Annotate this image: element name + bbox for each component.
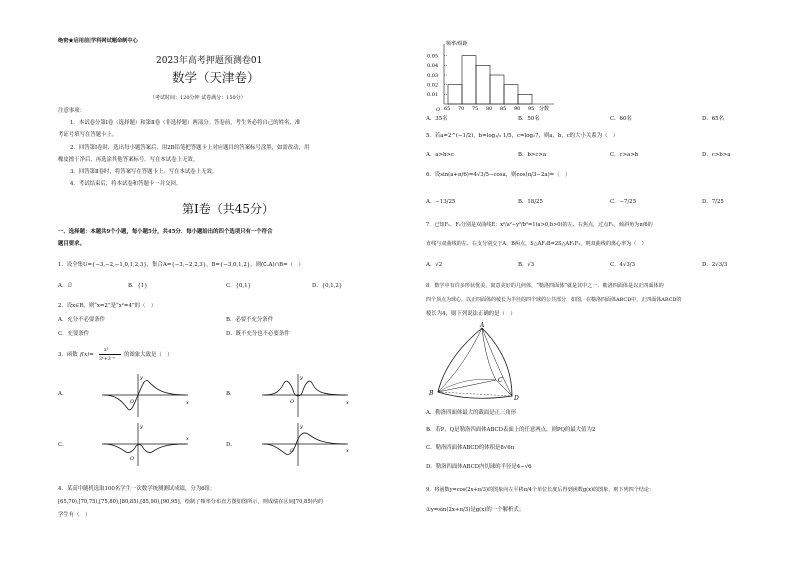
y-tick-label: 0.01 (427, 92, 439, 99)
histogram-bar (518, 94, 532, 104)
x-tick-label: 80 (486, 106, 493, 112)
question-9-line: ①y=sin(2x+π/3)是g(x)的一个解析式； (426, 507, 525, 513)
y-tick-label: 0.04 (427, 63, 439, 70)
vertex-c-label: C (498, 377, 503, 384)
x-tick-label: 75 (472, 106, 479, 112)
axis-x-label: x (346, 448, 349, 454)
q1-option-b: B．{1} (128, 283, 148, 289)
q7-option-b: B．√3 (518, 262, 535, 268)
note-line: 考证号填写在答题卡上。 (58, 132, 118, 138)
q7-option-d: D．2√3/3 (702, 262, 728, 268)
q3-stem-suffix: 的图象大致是（ ） (124, 352, 173, 358)
origin-label: O (436, 107, 441, 112)
q6-option-a: A．−13/25 (426, 199, 456, 205)
section-title: 第Ⅰ卷（共45分） (182, 202, 275, 216)
origin-label: O (290, 399, 295, 405)
fraction-bar (99, 354, 121, 355)
x-tick-label: 95 (528, 106, 535, 112)
q3-stem-numerator: x² (104, 348, 109, 353)
axis-y-label: y (300, 375, 303, 381)
vertex-d-label: D (514, 395, 519, 402)
y-tick-label: 0.02 (427, 82, 439, 89)
x-tick-label: 85 (500, 106, 507, 112)
q4-option-c: C．60名 (610, 116, 632, 122)
origin-label: O (290, 448, 295, 454)
q3-stem-prefix: 3．函数 (58, 352, 78, 358)
histogram-bar (504, 85, 518, 104)
y-tick-label: 0.05 (427, 53, 439, 60)
histogram-bar (462, 56, 476, 104)
question-4-line: [65,70),[70,75),[75,80),[80,85),[85,90),[90,95]，绘制了频率分布直方图如图所示，则成绩在区间[70,85)内的 (58, 499, 324, 505)
axis-x-label: x (186, 436, 189, 442)
q6-option-d: D．7/25 (702, 199, 724, 205)
histogram-bar (476, 65, 490, 104)
question-2-stem: 2．设x∈R，则“x=2”是“x²=4”的（ ） (58, 303, 157, 309)
q2-option-a: A．充分不必要条件 (58, 317, 106, 323)
q3-graph-a (98, 371, 194, 419)
axis-x-label: x (346, 400, 349, 406)
exam-title: 2023年高考押题预测卷01 (156, 56, 263, 66)
question-4-line: 学生有（ ） (58, 512, 91, 518)
q2-option-c: C．充要条件 (58, 331, 90, 337)
note-line: 1．本试卷分第Ⅰ卷（选择题）和第Ⅱ卷（非选择题）两部分。答卷前，考生务必将自己的姓名、准 (70, 120, 301, 126)
q3-graph-d (258, 420, 354, 470)
q2-option-b: B．必要不充分条件 (226, 317, 274, 323)
q6-option-b: B．18/25 (518, 199, 543, 205)
q3-option-b: B． (226, 391, 236, 397)
exam-subtitle: 数学（天津卷） (172, 70, 260, 85)
question-6-stem: 6．设sin(a+π/6)=4√3/5−cosa，则cos(π/3−2a)=（ ） (426, 172, 571, 178)
axis-x-label: x (186, 400, 189, 406)
q3-option-d: D． (226, 442, 236, 448)
histogram-bar (490, 75, 504, 104)
q2-option-d: D．既不充分也不必要条件 (226, 331, 290, 337)
question-8-line: 四个顶点为球心，以正四面体的棱长为半径的四个球的公共部分．如图，在勒洛四面体ABCD中，正四面体ABCD的 (426, 297, 682, 303)
question-7-line: 7．已知F₁，F₂分别是双曲线E：x²/a²−y²/b²=1(a>0,b>0)的左、右焦点，过点F₁，倾斜角为π/6的 (426, 222, 653, 228)
q4-option-a: A．35名 (426, 116, 448, 122)
q8-option-b: B．若P，Q是勒洛四面体ABCD表面上的任意两点，则PQ的最大值为2 (426, 427, 596, 433)
x-axis-label: 分数 (539, 106, 550, 112)
q3-stem-denominator: 3ˣ+3⁻ˣ (99, 357, 116, 362)
origin-label: O (130, 456, 135, 462)
x-tick-label: 65 (444, 106, 451, 112)
q5-option-b: B．b>c>a (518, 152, 547, 158)
q3-graph-b (258, 371, 354, 419)
y-axis-label: 频率/组距 (446, 41, 468, 47)
q3-stem-func: f(x)= (80, 352, 94, 358)
q7-option-a: A．√2 (426, 262, 443, 268)
right-column (404, 0, 794, 562)
question-5-stem: 5．若a=2^(−1/2)，b=log₁/₂ 1/5，c=log₂7，则a，b，c的大小关系为（ ） (426, 133, 619, 139)
question-9-line: 9．将函数y=cos(2x+π/3)的图象向左平移π/4个单位长度后得到函数g(x)的图象，则下列四个结论： (426, 487, 655, 493)
question-1-stem: 1．设全集U={−3,−2,−1,0,1,2,3}，集合A={−3,−2,2,3}，B={−3,0,1,2}，则(∁ᵤA)∩B=（ ） (58, 262, 304, 268)
vertex-b-label: B (429, 390, 434, 397)
question-8-line: 棱长为4，则下列说法正确的是（ ） (426, 311, 516, 317)
q6-option-c: C．−7/25 (610, 199, 637, 205)
note-line: 4．考试结束后，将本试卷和答题卡一并交回。 (70, 181, 182, 187)
question-8-line: 8．数学中有许多形状优美，寓意美好的几何体，“勒洛四面体”就是其中之一．勒洛四面体是以正四面体的 (426, 283, 664, 289)
frequency-histogram (426, 38, 566, 112)
q7-option-c: C．4√3/3 (610, 262, 636, 268)
x-tick-label: 70 (458, 106, 465, 112)
x-tick-label: 90 (514, 106, 521, 112)
q3-option-a: A． (58, 391, 68, 397)
q8-option-d: D．勒洛四面体ABCD内切球的半径是4−√6 (426, 464, 532, 470)
q3-graph-c (98, 420, 194, 470)
note-line: 橡皮擦干净后，再选涂其他答案标号。写在本试卷上无效。 (58, 157, 199, 163)
histogram-bar (448, 85, 462, 104)
q5-option-d: D．c>b>a (702, 152, 731, 158)
q5-option-a: A．a>b>c (426, 152, 455, 158)
y-tick-label: 0.03 (427, 72, 439, 79)
axis-y-label: y (300, 424, 303, 430)
note-line: 2．回答第Ⅰ卷时，选出每小题答案后，用2B铅笔把答题卡上对应题目的答案标号涂黑，如需改动，用 (70, 145, 310, 151)
section-intro: 题目要求。 (58, 241, 85, 247)
q1-option-c: C．{0,1} (226, 283, 251, 289)
q4-option-d: D．65名 (702, 116, 724, 122)
axis-y-label: y (140, 375, 143, 381)
axis-y-label: y (140, 424, 143, 430)
q3-option-c: C． (58, 442, 68, 448)
question-7-line: 直线与双曲线的左、右支分别交于A，B两点，S△AF₂B=2S△AF₁F₂，则双曲线的离心率为（ ） (426, 241, 647, 247)
q5-option-c: C．c>a>b (610, 152, 639, 158)
notes-title: 注意事项： (58, 108, 85, 114)
q4-option-b: B．50名 (518, 116, 540, 122)
q8-option-c: C．勒洛四面体ABCD的体积是8√6π (426, 445, 515, 451)
q1-option-d: D．{0,1,2} (312, 283, 343, 289)
vertex-a-label: A (480, 322, 485, 329)
q8-option-a: A．勒洛四面体最大的截面是正三角形 (426, 410, 517, 416)
exam-meta: （考试时间：120分钟 试卷满分：150分） (150, 95, 246, 101)
q1-option-a: A．∅ (58, 283, 73, 289)
note-line: 3．回答第Ⅱ卷时，将答案写在答题卡上。写在本试卷上无效。 (70, 169, 218, 175)
reuleaux-tetrahedron-figure (426, 322, 526, 402)
origin-label: O (130, 399, 135, 405)
section-intro: 一、选择题：本题共9个小题，每小题5分，共45分．每小题给出的四个选项只有一个符合 (58, 229, 273, 235)
question-4-line: 4．某高中随机选取100名学生一次数学统测测试成绩，分为6组： (58, 486, 216, 492)
confidential-header: 绝密★启用前|学科网试题命制中心 (58, 38, 138, 44)
